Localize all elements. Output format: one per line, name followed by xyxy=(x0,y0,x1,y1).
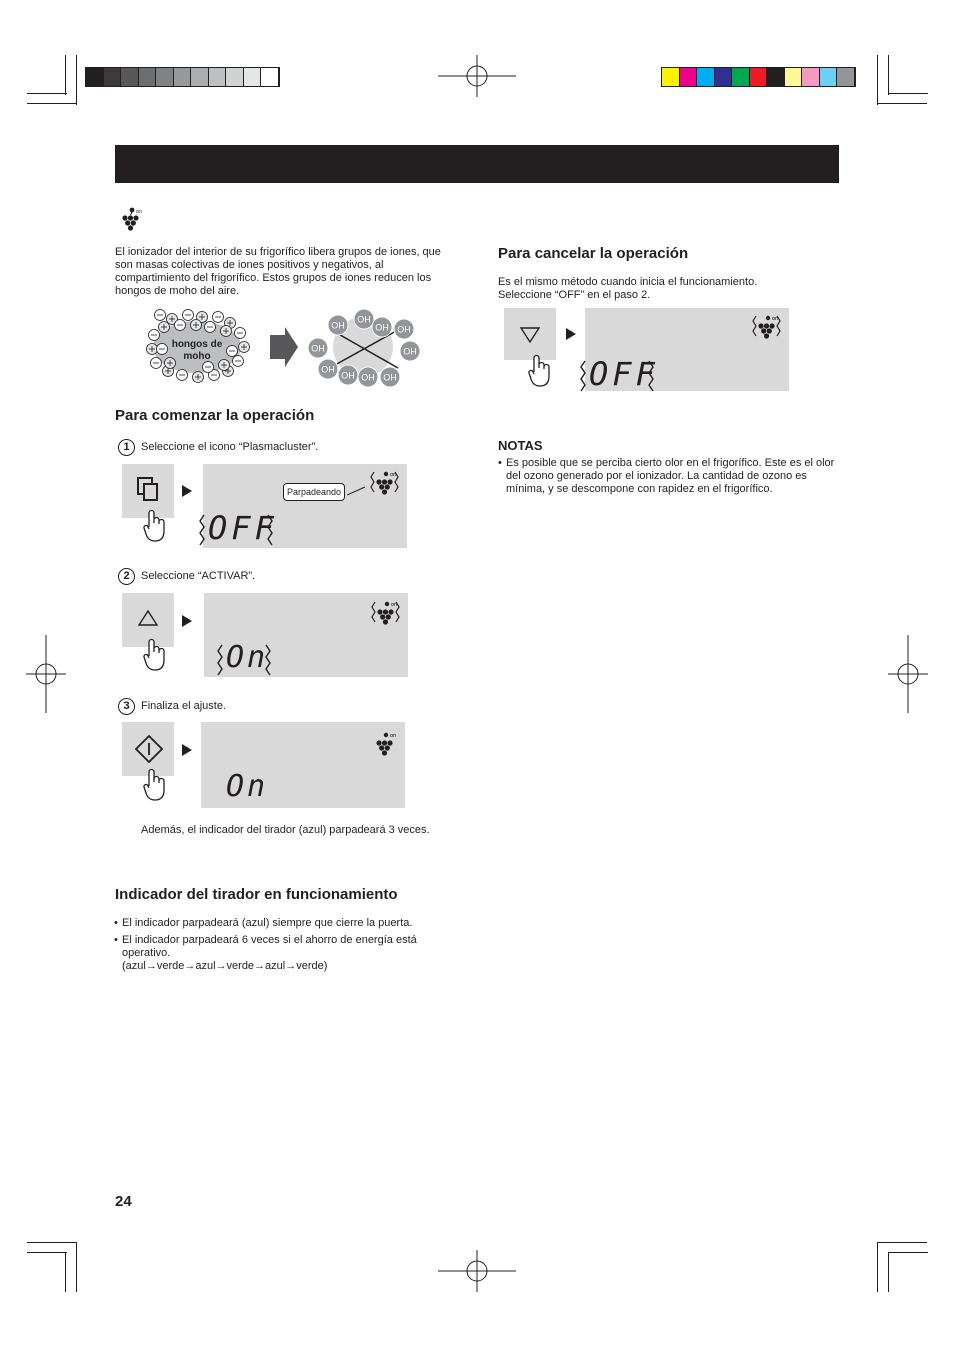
color-bar-swatch xyxy=(750,68,768,86)
oh-label: OH xyxy=(403,346,417,357)
color-bar-swatch xyxy=(785,68,803,86)
step-3-number: 3 xyxy=(118,698,135,715)
oh-label: OH xyxy=(331,320,345,331)
gray-calibration-bar xyxy=(85,67,280,87)
plasmacluster-blinking-icon xyxy=(366,468,404,498)
select-icon xyxy=(136,476,160,502)
page-number: 24 xyxy=(115,1193,132,1210)
cancel-title: Para cancelar la operación xyxy=(498,245,689,262)
start-title: Para comenzar la operación xyxy=(115,407,315,424)
oh-label: OH xyxy=(341,370,355,381)
handle-bullet-1: • El indicador parpadeará (azul) siempre que cierre la puerta. xyxy=(122,917,452,930)
cancel-text: Es el mismo método cuando inicia el funcionamiento. Seleccione “OFF” en el paso 2. xyxy=(498,276,758,301)
gray-bar-swatch xyxy=(156,68,174,86)
svg-text:on: on xyxy=(772,316,779,322)
arrow-step-3 xyxy=(182,744,192,756)
notes-bullet-1: • Es posible que se perciba cierto olor en el frigorífico. Este es el olor del ozono generado por el ionizador. La cantidad de ozono es mínima, y se descompone con rapidez en el frigorífico. xyxy=(506,457,836,496)
arrow-cancel xyxy=(566,328,576,340)
color-bar-swatch xyxy=(820,68,838,86)
section-header-bar xyxy=(115,145,839,183)
oh-label: OH xyxy=(311,343,325,354)
registration-mark-top xyxy=(438,55,516,97)
callout-pointer xyxy=(347,485,367,497)
svg-text:on: on xyxy=(391,602,398,608)
color-bar-swatch xyxy=(732,68,750,86)
plasmacluster-icon xyxy=(118,206,146,234)
step-1-text: Seleccione el icono “Plasmacluster”. xyxy=(141,441,319,453)
arrow-step-2 xyxy=(182,615,192,627)
registration-mark-left xyxy=(26,635,66,713)
mold-label: hongos de moho xyxy=(171,339,223,362)
svg-text:on: on xyxy=(390,733,397,739)
oh-label: OH xyxy=(361,372,375,383)
gray-bar-swatch xyxy=(244,68,262,86)
gray-bar-swatch xyxy=(174,68,192,86)
step-2-number: 2 xyxy=(118,568,135,585)
gray-bar-swatch xyxy=(86,68,104,86)
color-bar-swatch xyxy=(802,68,820,86)
blinking-callout: Parpadeando xyxy=(283,483,345,501)
svg-text:on: on xyxy=(390,472,397,478)
gray-bar-swatch xyxy=(104,68,122,86)
gray-bar-swatch xyxy=(261,68,279,86)
gray-bar-swatch xyxy=(121,68,139,86)
color-bar-swatch xyxy=(715,68,733,86)
color-calibration-bar xyxy=(661,67,856,87)
gray-bar-swatch xyxy=(191,68,209,86)
gray-bar-swatch xyxy=(226,68,244,86)
plasmacluster-blinking-icon xyxy=(367,598,405,628)
registration-mark-bottom xyxy=(438,1250,516,1292)
arrow-step-1 xyxy=(182,485,192,497)
finger-press-icon xyxy=(142,638,168,672)
gray-bar-swatch xyxy=(139,68,157,86)
handle-bullet-2: • El indicador parpadeará 6 veces si el ahorro de energía está operativo. xyxy=(122,934,452,960)
gray-bar-swatch xyxy=(209,68,227,86)
display-on-step-3: On xyxy=(226,769,269,804)
handle-sequence: (azul→verde→azul→verde→azul→verde) xyxy=(122,960,328,972)
color-bar-swatch xyxy=(697,68,715,86)
power-diamond-icon xyxy=(134,734,164,764)
plasmacluster-blinking-icon xyxy=(748,312,786,342)
step-3-text: Finaliza el ajuste. xyxy=(141,700,226,712)
color-bar-swatch xyxy=(662,68,680,86)
intro-paragraph: El ionizador del interior de su frigorífico libera grupos de iones, que son masas colectivas de iones positivos y negativos, al compartimiento del frigorífico. Estos grupos de iones reducen los hongos de moho del aire. xyxy=(115,246,441,297)
blink-marks-2 xyxy=(214,643,276,679)
plasmacluster-icon xyxy=(373,730,397,756)
registration-mark-right xyxy=(888,635,928,713)
oh-label: OH xyxy=(357,314,371,325)
finger-press-icon xyxy=(142,509,168,543)
finger-press-icon xyxy=(527,354,553,388)
svg-text:on: on xyxy=(136,209,143,215)
step-1-number: 1 xyxy=(118,439,135,456)
notes-title: NOTAS xyxy=(498,438,543,453)
blink-marks-1 xyxy=(196,513,278,549)
color-bar-swatch xyxy=(837,68,855,86)
oh-label: OH xyxy=(375,322,389,333)
handle-title: Indicador del tirador en funcionamiento xyxy=(115,886,398,903)
display-on-step-2: On xyxy=(226,640,269,675)
display-off-step-1: OFF xyxy=(208,509,278,547)
handle-blink-note: Además, el indicador del tirador (azul) parpadeará 3 veces. xyxy=(141,824,430,836)
display-off-cancel: OFF xyxy=(589,355,659,393)
color-bar-swatch xyxy=(767,68,785,86)
finger-press-icon xyxy=(142,768,168,802)
oh-label: OH xyxy=(383,372,397,383)
oh-label: OH xyxy=(321,364,335,375)
step-2-text: Seleccione “ACTIVAR”. xyxy=(141,570,256,582)
down-triangle-icon xyxy=(519,326,541,344)
oh-label: OH xyxy=(397,324,411,335)
color-bar-swatch xyxy=(680,68,698,86)
up-triangle-icon xyxy=(137,609,159,627)
blink-marks-cancel xyxy=(577,359,659,395)
